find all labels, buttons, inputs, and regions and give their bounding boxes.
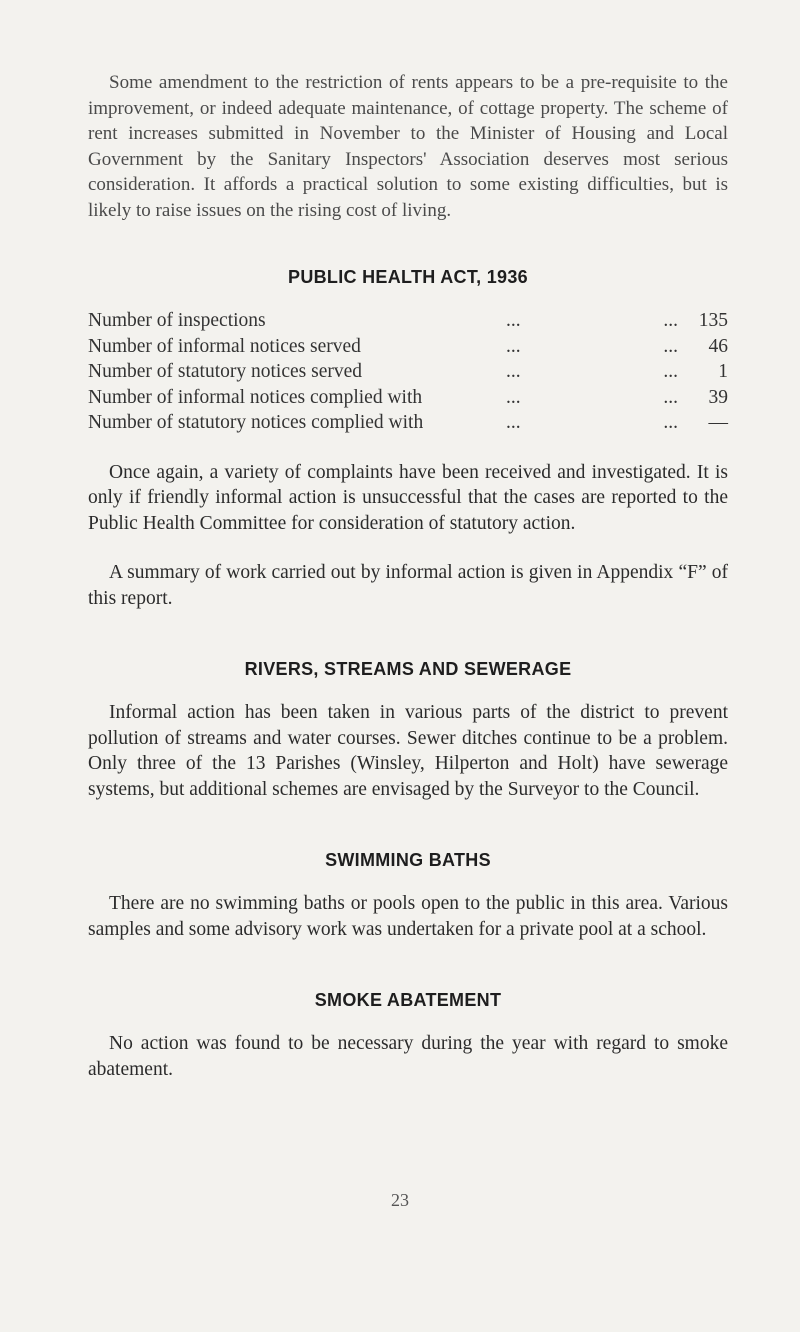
complaints-paragraph: Once again, a variety of complaints have been received and investigated. It is only if friendly informal action is unsuccessful that the cases are reported to the Public Health Committee for consideration of statutory action. xyxy=(88,461,728,534)
stat-row xyxy=(88,334,728,360)
stat-row xyxy=(88,308,728,334)
leader-dots: ... ... xyxy=(506,335,678,357)
public-health-heading: PUBLIC HEALTH ACT, 1936 xyxy=(288,267,528,287)
page-number: 23 xyxy=(391,1190,409,1210)
stat-label: Number of informal notices complied with xyxy=(88,386,423,408)
leader-dots: ... ... xyxy=(506,386,678,408)
intro-paragraph: Some amendment to the restriction of rents appears to be a pre-requisite to the improvement, or indeed adequate maintenance, of cottage property. The scheme of rent increases submitted in November to the Minister of Housing and Local Government by the Sanitary Inspectors' Association deserves most serious consideration. It affords a practical solution to some existing difficulties, but is likely to raise issues on the rising cost of living. xyxy=(88,72,728,221)
stat-value: 1 xyxy=(718,361,728,382)
rivers-paragraph: Informal action has been taken in various parts of the district to prevent pollution of streams and water courses. Sewer ditches continue to be a problem. Only three of the 13 Parishes (Winsley, Hilperton and Holt) have sewerage systems, but additional schemes are envisaged by the Surveyor to the Council. xyxy=(88,702,728,800)
stat-label: Number of statutory notices complied with xyxy=(88,412,424,433)
stat-label: Number of inspections xyxy=(88,310,266,331)
stat-row xyxy=(88,359,728,385)
rivers-heading: RIVERS, STREAMS AND SEWERAGE xyxy=(244,659,572,679)
swimming-heading: SWIMMING BATHS xyxy=(325,850,491,870)
leader-dots: ... ... xyxy=(506,361,678,382)
smoke-paragraph: No action was found to be necessary during the year with regard to smoke abatement. xyxy=(88,1033,728,1080)
inspection-stats xyxy=(88,308,728,436)
smoke-heading: SMOKE ABATEMENT xyxy=(314,990,502,1010)
stat-label: Number of informal notices served xyxy=(88,335,361,357)
stat-value: 39 xyxy=(708,386,728,408)
document-body xyxy=(88,70,728,1082)
stat-value: 46 xyxy=(708,335,728,357)
leader-dots: ... ... xyxy=(506,310,678,331)
stat-label: Number of statutory notices served xyxy=(88,361,363,382)
swimming-paragraph: There are no swimming baths or pools open to the public in this area. Various samples and some advisory work was undertaken for a private pool at a school. xyxy=(88,893,728,940)
stat-value: — xyxy=(708,412,728,433)
appendix-paragraph: A summary of work carried out by informal action is given in Appendix “F” of this report. xyxy=(88,562,728,609)
stat-row xyxy=(88,385,728,411)
leader-dots: ... ... xyxy=(506,412,678,433)
stat-row xyxy=(88,410,728,436)
stat-value: 135 xyxy=(698,310,728,331)
